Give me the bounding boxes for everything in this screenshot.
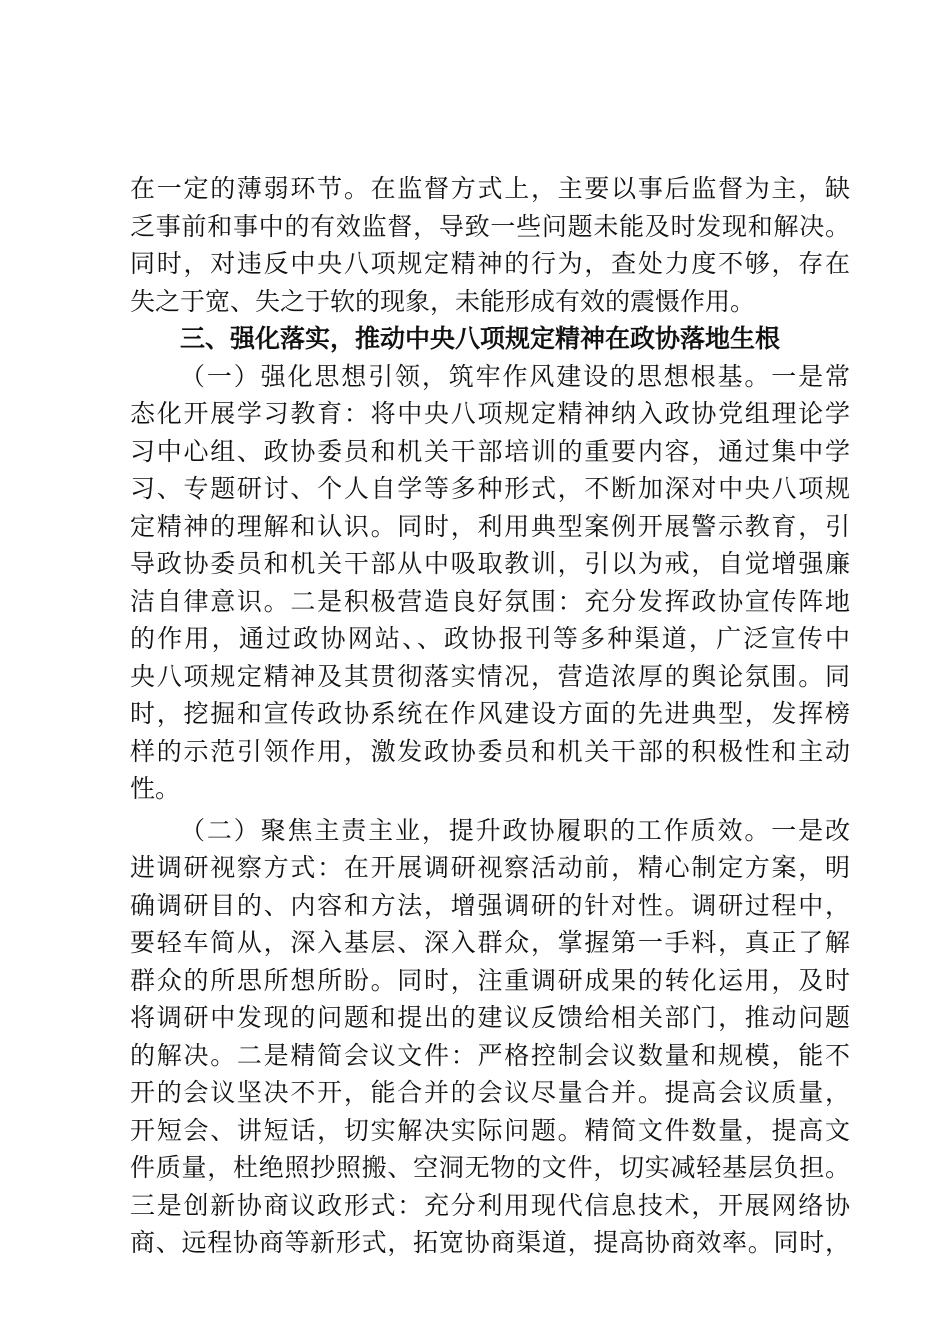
text-line: 习中心组、政协委员和机关干部培训的重要内容，通过集中学	[130, 436, 850, 466]
text-line: 央八项规定精神及其贯彻落实情况，营造浓厚的舆论氛围。同	[130, 661, 850, 691]
text-line: 的作用，通过政协网站、、政协报刊等多种渠道，广泛宣传中	[130, 624, 850, 653]
text-line: 性。	[130, 774, 181, 803]
paragraph-supervision-weakness	[130, 170, 850, 320]
text-line: 将调研中发现的问题和提出的建议反馈给相关部门，推动问题	[130, 1003, 850, 1032]
text-line: 在一定的薄弱环节。在监督方式上，主要以事后监督为主，缺	[130, 174, 850, 203]
text-line: 开的会议坚决不开，能合并的会议尽量合并。提高会议质量，	[130, 1078, 850, 1107]
text-line: 定精神的理解和认识。同时，利用典型案例开展警示教育，引	[130, 511, 850, 541]
text-line: 乏事前和事中的有效监督，导致一些问题未能及时发现和解决。	[130, 211, 850, 241]
text-line: 态化开展学习教育：将中央八项规定精神纳入政协党组理论学	[130, 399, 850, 428]
text-line: 习、专题研讨、个人自学等多种形式，不断加深对中央八项规	[130, 474, 850, 503]
text-line: 导政协委员和机关干部从中吸取教训，引以为戒，自觉增强廉	[130, 549, 850, 578]
text-line: 样的示范引领作用，激发政协委员和机关干部的积极性和主动	[130, 736, 850, 766]
paragraph-ideological-guidance	[130, 358, 850, 808]
text-line: 同时，对违反中央八项规定精神的行为，查处力度不够，存在	[130, 249, 850, 278]
text-line: 件质量，杜绝照抄照搬、空洞无物的文件，切实减轻基层负担。	[130, 1153, 850, 1182]
text-line: 失之于宽、失之于软的现象，未能形成有效的震慑作用。	[130, 286, 756, 316]
text-line: 的解决。二是精简会议文件：严格控制会议数量和规模，能不	[130, 1040, 850, 1070]
text-line: 三是创新协商议政形式：充分利用现代信息技术，开展网络协	[130, 1190, 850, 1220]
text-line: 时，挖掘和宣传政协系统在作风建设方面的先进典型，发挥榜	[130, 699, 850, 728]
text-line: 群众的所思所想所盼。同时，注重调研成果的转化运用，及时	[130, 965, 850, 995]
text-line: 进调研视察方式：在开展调研视察活动前，精心制定方案，明	[130, 853, 850, 882]
section-heading: 三、强化落实，推动中央八项规定精神在政协落地生根	[180, 324, 781, 353]
text-line: （一）强化思想引领，筑牢作风建设的思想根基。一是常	[180, 361, 850, 391]
text-line: 商、远程协商等新形式，拓宽协商渠道，提高协商效率。同时，	[130, 1228, 850, 1257]
text-line: 确调研目的、内容和方法，增强调研的针对性。调研过程中，	[130, 890, 850, 920]
text-line: 要轻车简从，深入基层、深入群众，掌握第一手料，真正了解	[130, 928, 850, 957]
text-line: 洁自律意识。二是积极营造良好氛围：充分发挥政协宣传阵地	[130, 586, 850, 616]
text-line: （二）聚焦主责主业，提升政协履职的工作质效。一是改	[180, 815, 850, 845]
text-line: 开短会、讲短话，切实解决实际问题。精简文件数量，提高文	[130, 1115, 850, 1145]
paragraph-main-duties	[130, 812, 850, 1262]
document-page	[130, 170, 850, 1262]
